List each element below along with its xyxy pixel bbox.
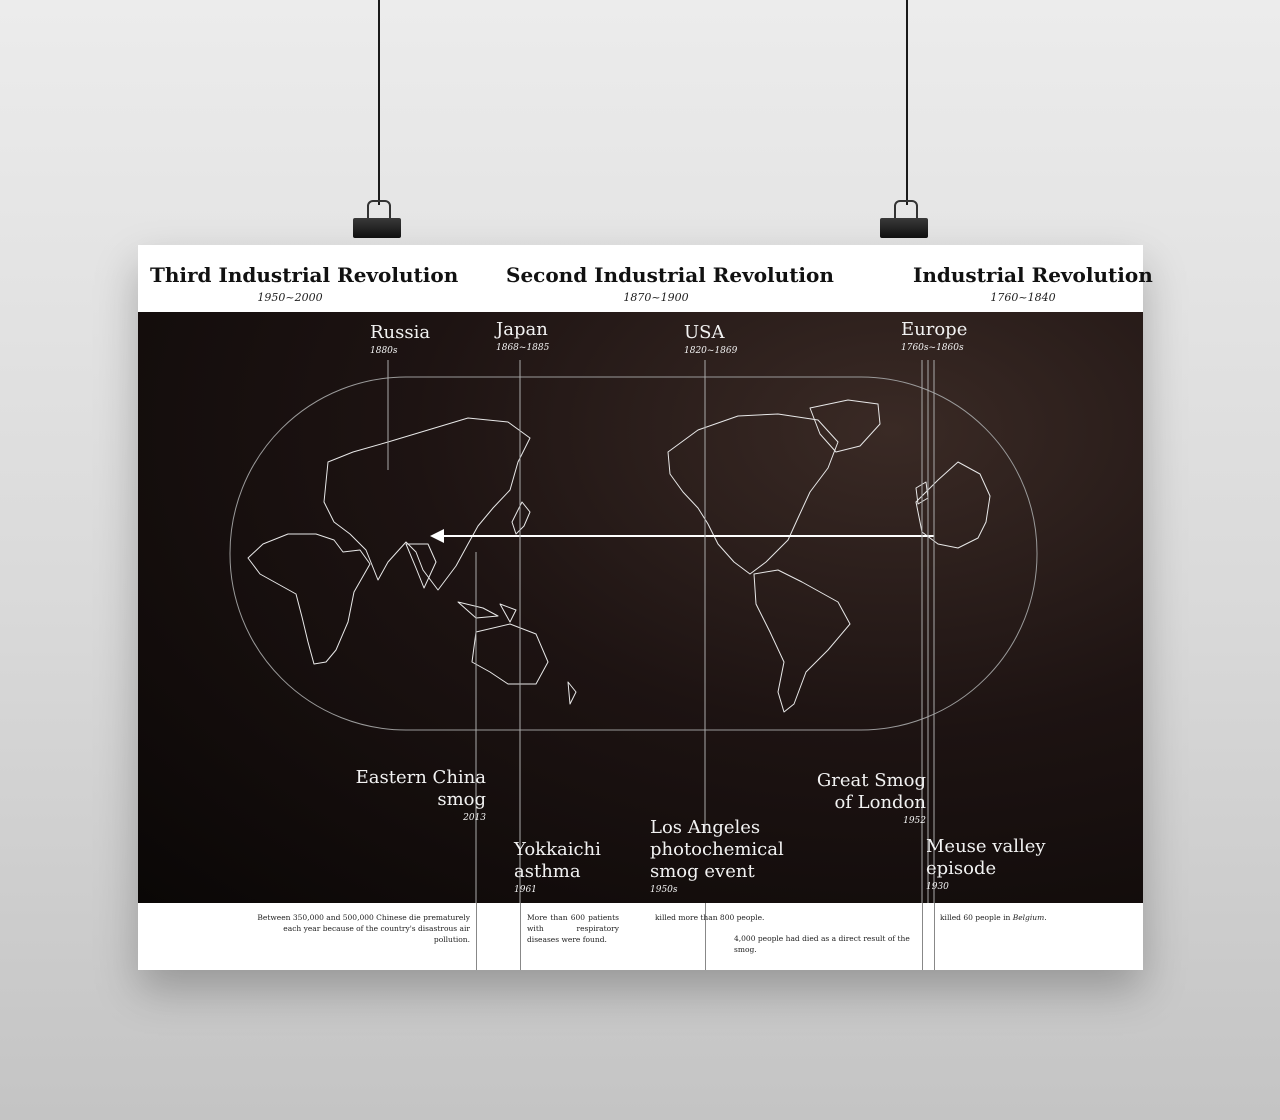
note-la: killed more than 800 people. (655, 913, 765, 922)
event-london-year: 1952 (903, 816, 926, 826)
greenland-outline (810, 400, 880, 452)
migration-arrowhead-icon (430, 529, 444, 543)
region-japan-name: Japan (496, 319, 548, 340)
world-map (138, 312, 1143, 903)
era-third (150, 263, 459, 304)
japan-footer-line (520, 903, 521, 970)
event-yokkaichi (514, 839, 601, 895)
new-zealand-outline (568, 682, 576, 704)
africa-outline (248, 534, 370, 664)
event-la-line3: smog event (650, 861, 755, 882)
event-la (650, 817, 784, 895)
region-russia-name: Russia (370, 322, 431, 343)
era-third-years: 1950~2000 (257, 291, 323, 304)
region-japan (496, 319, 549, 353)
event-la-year: 1950s (650, 885, 678, 895)
event-london-line2: of London (834, 792, 926, 813)
note-yokkaichi: More than 600 patients with respiratory diseases were found. (527, 913, 619, 944)
meuse-footer-line (934, 903, 935, 970)
event-china (338, 767, 486, 823)
era-first-years: 1760~1840 (990, 291, 1056, 304)
note-meuse-suffix: . (1044, 913, 1047, 922)
china-footer-line (476, 903, 477, 970)
australia-outline (472, 624, 548, 684)
note-meuse (940, 912, 1120, 923)
event-meuse-line1: Meuse valley (926, 836, 1046, 857)
south-america-outline (754, 570, 850, 712)
london-footer-line (922, 903, 923, 970)
japan-outline (512, 502, 530, 534)
note-london: 4,000 people had died as a direct result of the smog. (734, 934, 910, 954)
map-frame (230, 377, 1037, 730)
event-meuse (926, 836, 1046, 892)
event-yokkaichi-line2: asthma (514, 861, 581, 882)
poster-header (138, 245, 1153, 312)
event-yokkaichi-year: 1961 (514, 885, 537, 895)
hanging-wire-right (906, 0, 908, 205)
region-europe-years: 1760s~1860s (901, 343, 964, 353)
region-russia (370, 322, 430, 356)
event-china-line1: Eastern China (355, 767, 486, 788)
event-meuse-year: 1930 (926, 882, 949, 892)
north-america-outline (668, 414, 838, 574)
indonesia-outline (458, 602, 516, 622)
binder-clip-right-icon (880, 200, 928, 240)
era-third-title: Third Industrial Revolution (150, 263, 459, 287)
note-china: Between 350,000 and 500,000 Chinese die prematurely each year because of the country's disastrous air pollution. (257, 913, 470, 944)
region-usa-name: USA (684, 322, 725, 343)
map-panel (138, 312, 1143, 903)
continent-outlines (248, 400, 990, 712)
event-la-line2: photochemical (650, 839, 784, 860)
era-second (506, 263, 834, 304)
note-meuse-place: Belgium (1012, 913, 1045, 922)
region-europe (901, 319, 967, 353)
poster (138, 245, 1153, 970)
era-second-title: Second Industrial Revolution (506, 263, 834, 287)
era-first (913, 263, 1153, 304)
event-yokkaichi-line1: Yokkaichi (514, 839, 601, 860)
event-london-line1: Great Smog (816, 770, 926, 791)
region-russia-years: 1880s (370, 346, 398, 356)
region-usa (684, 322, 737, 356)
hanging-wire-left (378, 0, 380, 205)
region-europe-name: Europe (901, 319, 968, 340)
region-japan-years: 1868~1885 (496, 343, 550, 353)
era-second-years: 1870~1900 (623, 291, 689, 304)
asia-outline (324, 418, 530, 590)
event-china-line2: smog (437, 789, 486, 810)
region-usa-years: 1820~1869 (684, 346, 738, 356)
binder-clip-left-icon (353, 200, 401, 240)
event-la-line1: Los Angeles (650, 817, 761, 838)
note-meuse-prefix: killed 60 people in (940, 913, 1013, 922)
era-first-title: Industrial Revolution (913, 263, 1153, 287)
event-china-year: 2013 (463, 813, 486, 823)
event-london (798, 770, 926, 826)
event-meuse-line2: episode (926, 858, 997, 879)
